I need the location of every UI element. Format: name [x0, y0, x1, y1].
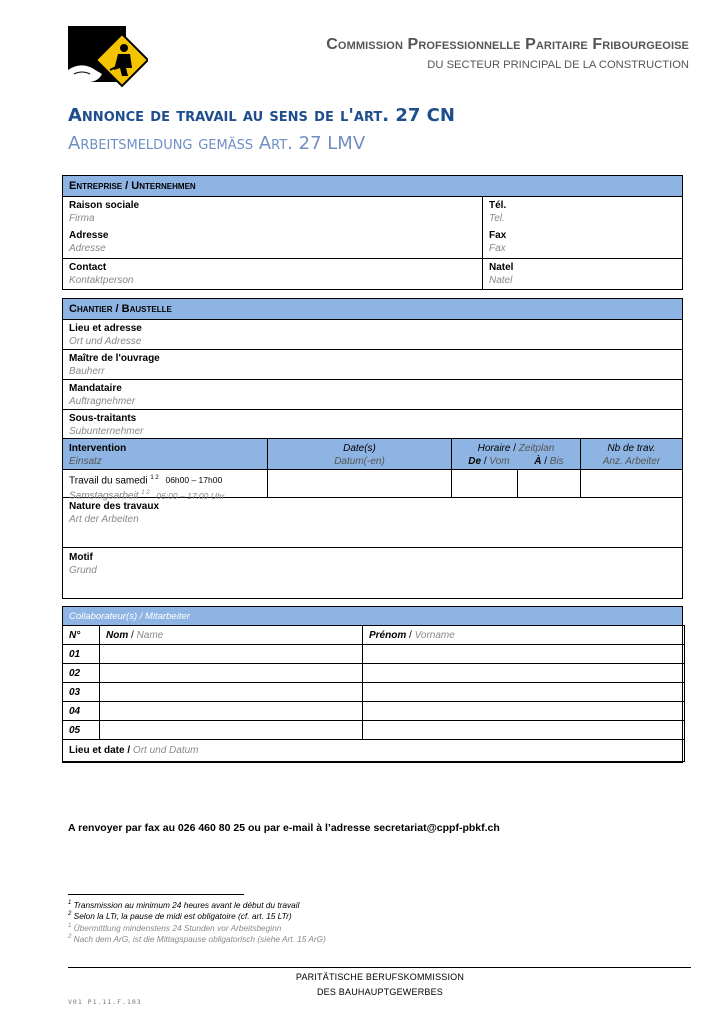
natel-sub: Natel [489, 275, 513, 286]
collaborateurs-band-label: Collaborateur(s) / Mitarbeiter [69, 611, 190, 622]
nom-input[interactable] [100, 702, 363, 721]
footnote-1-de [68, 923, 281, 933]
mandataire-label: Mandataire [69, 383, 122, 394]
samedi-row [63, 470, 682, 502]
intervention-section [62, 438, 683, 599]
table-row [63, 721, 685, 740]
fax-label: Fax [489, 230, 507, 241]
nom-input[interactable] [100, 645, 363, 664]
col-prenom-header: Prénom / Vorname [363, 626, 685, 645]
send-instructions: A renvoyer par fax au 026 460 80 25 ou par e-mail à l’adresse secretariat@cppf-pbkf.ch [68, 822, 500, 834]
mandataire-field[interactable] [63, 380, 682, 410]
intervention-header: Intervention Einsatz Date(s) Datum(-en) Horaire / Zeitplan De / Vom À / Bis Nb de trav. Anz. Arbeiter [63, 439, 682, 470]
motif-sub: Grund [69, 565, 97, 576]
footnote-divider [68, 894, 244, 895]
sous-traitants-field[interactable] [63, 410, 682, 439]
title-german-text: Arbeitsmeldung gemäss Art. 27 LMV [68, 133, 366, 154]
table-row [63, 702, 685, 721]
contact-sub: Kontaktperson [69, 275, 134, 286]
fax-sub: Fax [489, 243, 506, 254]
tel-sub: Tel. [489, 213, 505, 224]
maitre-ouvrage-label: Maître de l'ouvrage [69, 353, 160, 364]
maitre-ouvrage-field[interactable] [63, 350, 682, 380]
title-german [68, 133, 365, 154]
footnote-1-de-number: 1 [68, 923, 72, 930]
samedi-dates-input[interactable] [268, 470, 452, 497]
footnote-2-de-text: Nach dem ArG, ist die Mittagspause obligatorisch (siehe Art. 15 ArG) [73, 934, 326, 944]
raison-sociale-field[interactable] [63, 197, 482, 227]
collaborateurs-header-row [63, 626, 685, 645]
lieu-date-sub: Ort und Datum [132, 745, 199, 756]
horaire-sub: Zeitplan [518, 443, 555, 454]
footnote-1-fr [68, 900, 299, 910]
contact-field[interactable] [63, 259, 482, 289]
footnote-2-number: 2 [68, 911, 72, 918]
footer-line-2: DES BAUHAUPTGEWERBES [316, 987, 444, 997]
adresse-label: Adresse [69, 230, 109, 241]
entreprise-section [62, 175, 683, 290]
motif-label: Motif [69, 552, 93, 563]
row-number: 02 [63, 664, 100, 683]
chantier-band-label: Chantier / Baustelle [69, 303, 172, 315]
title-french-text: Annonce de travail au sens de l'art. 27 CN [68, 105, 455, 126]
lieu-date-label: Lieu et date [69, 745, 125, 756]
raison-sociale-label: Raison sociale [69, 200, 140, 211]
maitre-ouvrage-sub: Bauherr [69, 366, 105, 377]
prenom-input[interactable] [363, 702, 685, 721]
handshake-worker-logo-icon [68, 26, 148, 94]
organization-name [326, 36, 689, 54]
footer-divider [68, 967, 691, 968]
footnote-2-de [68, 934, 326, 944]
row-number: 01 [63, 645, 100, 664]
lieu-date-field[interactable]: Lieu et date / Ort und Datum [63, 740, 685, 762]
document-reference: V01 P1.11.F.103 [68, 998, 142, 1006]
contact-label: Contact [69, 262, 107, 273]
adresse-sub: Adresse [69, 243, 106, 254]
footnote-2-fr-text: Selon la LTr, la pause de midi est obligatoire (cf. art. 15 LTr) [73, 911, 292, 921]
samedi-de-hours: 06:00 – 17:00 Uhr [156, 490, 225, 501]
col-no-header: N° [63, 626, 100, 645]
samedi-de-sup: 1 2 [141, 490, 150, 497]
col-prenom-sub: Vorname [414, 629, 455, 641]
collaborateurs-section [62, 606, 683, 763]
prenom-input[interactable] [363, 721, 685, 740]
intervention-label: Intervention [69, 443, 127, 454]
table-row [63, 645, 685, 664]
footnote-2-de-number: 2 [68, 934, 72, 941]
nom-input[interactable] [100, 721, 363, 740]
nature-travaux-label: Nature des travaux [69, 501, 160, 512]
samedi-fr-hours: 06h00 – 17h00 [165, 475, 223, 486]
organization-sector: DU SECTEUR PRINCIPAL DE LA CONSTRUCTION [427, 59, 689, 71]
collaborateurs-table [62, 625, 685, 762]
organization-logo [68, 26, 148, 94]
dates-sub: Datum(-en) [334, 456, 385, 467]
natel-label: Natel [489, 262, 514, 273]
nom-input[interactable] [100, 683, 363, 702]
footnote-1-de-text: Übermittlung mindenstens 24 Stunden vor Arbeitsbeginn [73, 923, 282, 933]
de-label: De [468, 456, 482, 467]
samedi-a-input[interactable] [518, 470, 581, 497]
samedi-de-label: Samstagsarbeit [69, 490, 139, 502]
row-number: 04 [63, 702, 100, 721]
nom-input[interactable] [100, 664, 363, 683]
footnote-1-number: 1 [68, 900, 72, 907]
organization-name-text: Commission Professionnelle Paritaire Fribourgeoise [326, 36, 689, 53]
lieu-adresse-field[interactable] [63, 320, 682, 350]
table-row [63, 683, 685, 702]
adresse-field[interactable] [63, 227, 482, 259]
intervention-sub: Einsatz [69, 456, 102, 467]
entreprise-band-label: Entreprise / Unternehmen [69, 180, 196, 192]
dates-label: Date(s) [343, 443, 376, 454]
horaire-label: Horaire [477, 443, 511, 454]
nature-travaux-sub: Art der Arbeiten [69, 514, 139, 525]
footnote-2-fr [68, 911, 292, 921]
row-number: 05 [63, 721, 100, 740]
footer-line-1: PARITÄTISCHE BERUFSKOMMISSION [295, 972, 465, 982]
col-nom-sub: Name [136, 629, 164, 641]
col-prenom-label: Prénom [369, 629, 407, 641]
lieu-adresse-sub: Ort und Adresse [69, 336, 142, 347]
entreprise-band [63, 176, 682, 197]
chantier-band [63, 299, 682, 320]
samedi-fr-label: Travail du samedi [69, 475, 148, 487]
col-nom-header: Nom / Name [100, 626, 363, 645]
lieu-adresse-label: Lieu et adresse [69, 323, 142, 334]
title-french [68, 105, 455, 126]
samedi-fr [69, 472, 261, 487]
row-number: 03 [63, 683, 100, 702]
samedi-fr-sup: 1 2 [150, 475, 159, 481]
mandataire-sub: Auftragnehmer [69, 396, 136, 407]
collaborateurs-band [63, 607, 682, 626]
raison-sociale-sub: Firma [69, 213, 95, 224]
sous-traitants-sub: Subunternehmer [69, 426, 144, 437]
tel-label: Tél. [489, 200, 507, 211]
samedi-nb-input[interactable] [581, 470, 682, 497]
nature-travaux-field[interactable] [63, 498, 682, 548]
nb-trav-label: Nb de trav. [607, 443, 656, 454]
sous-traitants-label: Sous-traitants [69, 413, 137, 424]
a-label: À [534, 456, 542, 467]
col-nom-label: Nom [106, 629, 129, 641]
samedi-de-input[interactable] [452, 470, 518, 497]
footnote-1-fr-text: Transmission au minimum 24 heures avant le début du travail [73, 900, 300, 910]
nb-trav-sub: Anz. Arbeiter [602, 456, 661, 467]
prenom-input[interactable] [363, 664, 685, 683]
table-row [63, 664, 685, 683]
tel-field[interactable] [483, 197, 682, 227]
natel-field[interactable] [483, 259, 682, 289]
lieu-date-row[interactable] [63, 740, 685, 762]
a-sub: Bis [549, 456, 564, 467]
prenom-input[interactable] [363, 645, 685, 664]
motif-field[interactable] [63, 548, 682, 598]
chantier-section [62, 298, 683, 440]
fax-field[interactable] [483, 227, 682, 259]
de-sub: Vom [489, 456, 510, 467]
prenom-input[interactable] [363, 683, 685, 702]
